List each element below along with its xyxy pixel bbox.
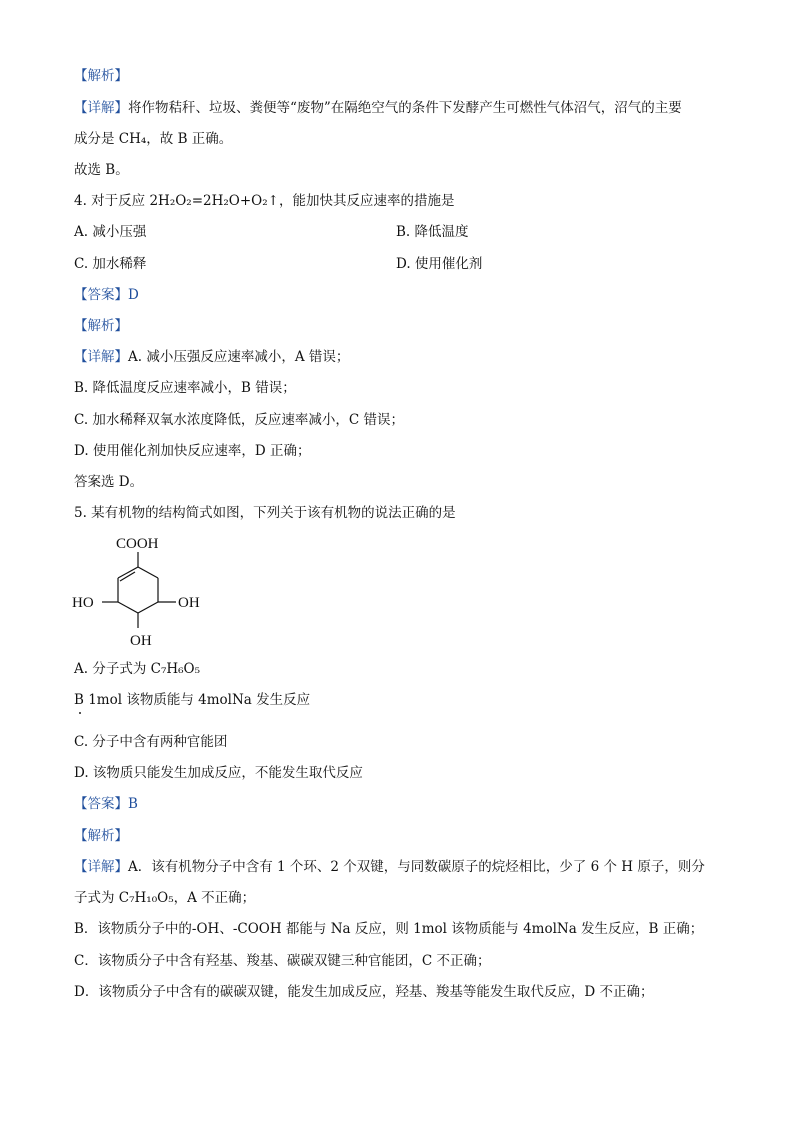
stray-dot xyxy=(79,712,81,714)
q5-detail-tag: 【详解】 xyxy=(74,859,128,875)
cooh-label: COOH xyxy=(116,536,159,552)
q4-detail-a-text: A. 减小压强反应速率减小，A 错误； xyxy=(128,349,350,365)
q5-option-d: D. 该物质只能发生加成反应，不能发生取代反应 xyxy=(74,765,363,781)
q4-answer: 【答案】D xyxy=(74,287,139,303)
q4-detail-b: B. 降低温度反应速率减小，B 错误； xyxy=(74,380,296,396)
detail-paragraph xyxy=(74,98,682,118)
q5-answer: 【答案】B xyxy=(74,796,138,812)
q5-option-c: C. 分子中含有两种官能团 xyxy=(74,734,228,750)
q5-detail-d: D．该物质分子中含有的碳碳双键，能发生加成反应，羟基、羧基等能发生取代反应，D 不正确； xyxy=(74,984,654,1000)
q5-detail-a-text: A．该有机物分子中含有 1 个环、2 个双键，与同数碳原子的烷烃相比，少了 6 个 H 原子，则分 xyxy=(128,859,705,875)
bond-c1-c6 xyxy=(138,567,158,578)
ho-left-label: HO xyxy=(72,595,94,611)
q5-detail-a xyxy=(74,857,705,877)
oh-right-label: OH xyxy=(178,595,200,611)
q4-analysis-tag: 【解析】 xyxy=(74,318,128,334)
q4-detail-tag: 【详解】 xyxy=(74,349,128,365)
q5-detail-c: C．该物质分子中含有羟基、羧基、碳碳双键三种官能团，C 不正确； xyxy=(74,953,491,969)
detail-text: 将作物秸秆、垃圾、粪便等“废物”在隔绝空气的条件下发酵产生可燃性气体沼气，沼气的主要 xyxy=(128,100,682,116)
q4-detail-a xyxy=(74,347,349,367)
q4-option-c: C. 加水稀释 xyxy=(74,256,147,272)
analysis-tag: 【解析】 xyxy=(74,68,128,84)
q5-option-a: A. 分子式为 C₇H₆O₅ xyxy=(74,661,201,677)
question-5: 5. 某有机物的结构简式如图，下列关于该有机物的说法正确的是 xyxy=(74,505,456,521)
q4-option-d: D. 使用催化剂 xyxy=(396,256,483,272)
question-4: 4. 对于反应 2H₂O₂=2H₂O+O₂↑，能加快其反应速率的措施是 xyxy=(74,193,455,209)
oh-bottom-label: OH xyxy=(130,633,152,649)
bond-c5-c4 xyxy=(138,602,158,613)
structural-formula xyxy=(66,530,226,650)
q5-detail-b: B．该物质分子中的-OH、-COOH 都能与 Na 反应，则 1mol 该物质能与 4molNa 发生反应，B 正确； xyxy=(74,921,704,937)
q4-conclusion: 答案选 D。 xyxy=(74,474,144,490)
detail-text-cont: 成分是 CH₄，故 B 正确。 xyxy=(74,131,233,147)
q4-option-a: A. 减小压强 xyxy=(74,224,147,240)
choice-conclusion: 故选 B。 xyxy=(74,162,129,178)
q5-analysis-tag: 【解析】 xyxy=(74,828,128,844)
q4-option-b: B. 降低温度 xyxy=(396,224,469,240)
detail-tag: 【详解】 xyxy=(74,100,128,116)
q5-option-b: B 1mol 该物质能与 4molNa 发生反应 xyxy=(74,692,311,708)
q5-detail-a-cont: 子式为 C₇H₁₀O₅，A 不正确； xyxy=(74,890,256,906)
q4-detail-d: D. 使用催化剂加快反应速率，D 正确； xyxy=(74,443,311,459)
bond-c3-c4 xyxy=(118,602,138,613)
q4-detail-c: C. 加水稀释双氧水浓度降低，反应速率减小，C 错误； xyxy=(74,412,405,428)
